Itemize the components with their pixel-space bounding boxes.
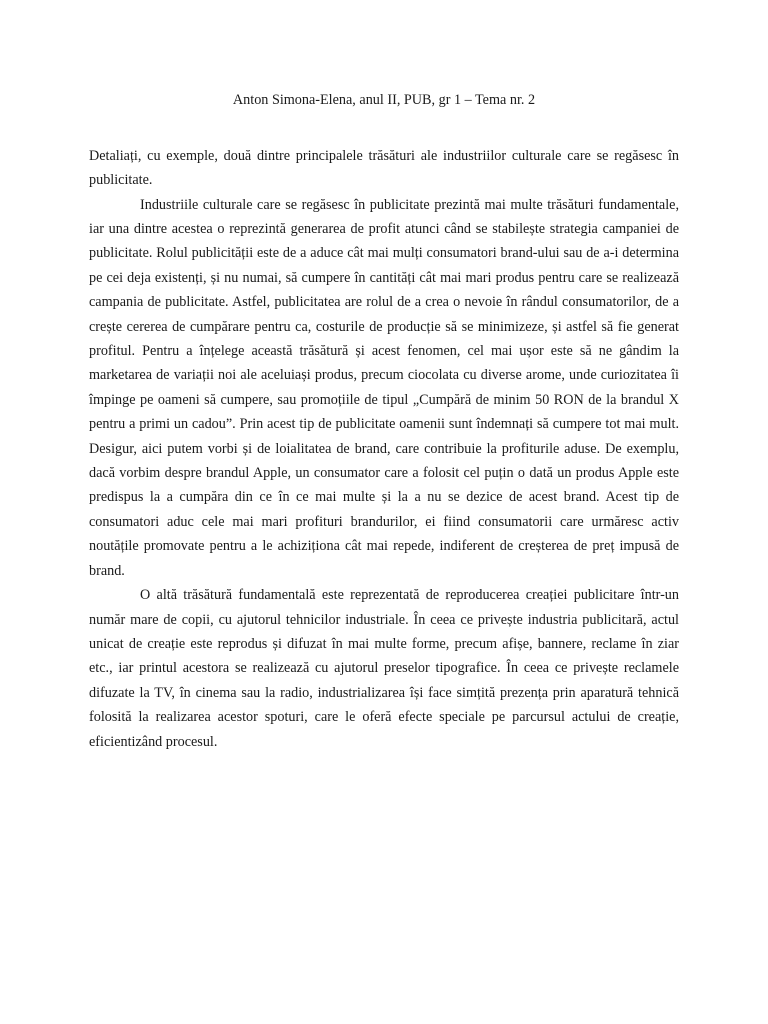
document-title: Anton Simona-Elena, anul II, PUB, gr 1 – Tema nr. 2 [232,92,536,108]
paragraph-reproduction: O altă trăsătură fundamentală este reprezentată de reproducerea creației publicitare într-un număr mare de copii, cu ajutorul tehnicilor industriale. În ceea ce privește industria publicitară, actul unicat de creație este reprodus și difuzat în mai multe forme, precum afișe, bannere, reclame în ziar etc., iar printul acestora se realizează cu ajutorul preselor tipografice. În ceea ce privește reclamele difuzate la TV, în cinema sau la radio, industrializarea își face simțită prezența prin aparatură tehnică folosită la realizarea acestor spoturi, care le oferă efecte speciale pe parcursul actului de creație, eficientizând procesul. [89,587,679,750]
document-body [89,90,679,754]
paragraph-profit: Industriile culturale care se regăsesc în publicitate prezintă mai multe trăsături fundamentale, iar una dintre acestea o reprezintă generarea de profit atunci când se stabilește strategia campaniei de publicitate. Rolul publicității este de a aduce cât mai mulți consumatori brand-ului sau de a-i determina pe cei deja existenți, și nu numai, să cumpere în cantități cât mai mari produs pentru care se realizează campania de publicitate. Astfel, publicitatea are rolul de a crea o nevoie în rândul consumatorilor, de a crește cererea de cumpărare pentru ca, costurile de producție să se minimizeze, și astfel să fie generat profitul. Pentru a înțelege această trăsătură și acest fenomen, cel mai ușor este să ne gândim la marketarea de variații noi ale aceluiași produs, precum ciocolata cu diverse arome, unde curiozitatea îi împinge pe oameni să cumpere, sau promoțiile de tipul „Cumpără de minim 50 RON de la brandul X pentru a primi un cadou”. Prin acest tip de publicitate oamenii sunt îndemnați să cumpere tot mai mult. Desigur, aici putem vorbi și de loialitatea de brand, care contribuie la profiturile aduse. De exemplu, dacă vorbim despre brandul Apple, un consumator care a folosit cel puțin o dată un produs Apple este predispus la a cumpăra din ce în ce mai multe și la a nu se dezice de acest brand. Acest tip de consumatori aduc cele mai mari profituri brandurilor, ei fiind consumatorii care urmăresc activ noutățile promovate pentru a le achiziționa cât mai repede, indiferent de creșterea de preț impusă de brand. [89,196,679,579]
assignment-question: Detaliați, cu exemple, două dintre principalele trăsături ale industriilor culturale care se regăsesc în publicitate. [89,148,679,189]
